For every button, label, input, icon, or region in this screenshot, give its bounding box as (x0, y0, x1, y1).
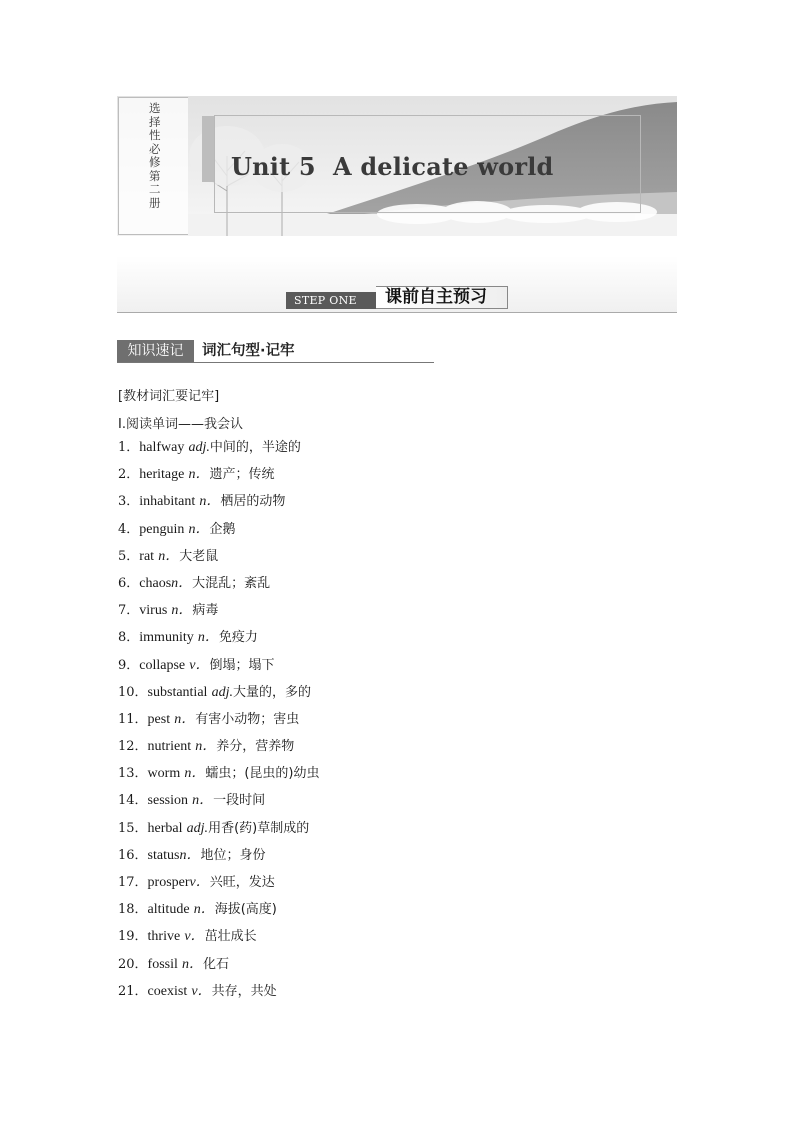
list-item: 10．substantial adj.大量的，多的 (118, 684, 311, 700)
part-of-speech: n． (188, 467, 210, 483)
vocab-meaning: 养分，营养物 (216, 739, 295, 755)
list-item: 11．pest n．有害小动物；害虫 (118, 711, 300, 727)
vocab-meaning: 倒塌；塌下 (209, 657, 275, 673)
section-underline (117, 362, 434, 363)
list-item: 16．statusn．地位；身份 (118, 847, 266, 863)
unit-title: Unit 5 A delicate world (231, 152, 554, 181)
list-item: 17．prosperv．兴旺，发达 (118, 875, 275, 890)
vocab-word: herbal (147, 820, 183, 836)
vocab-list (118, 436, 320, 1007)
list-item: 19．thrive v．茁壮成长 (118, 929, 257, 945)
part-of-speech: n． (179, 847, 201, 863)
vocab-word: substantial (147, 684, 208, 700)
title-accent-bar (202, 116, 214, 182)
list-item: 20．fossil n．化石 (118, 956, 230, 972)
vocab-meaning: 病毒 (192, 603, 219, 619)
list-item: 4．penguin n．企鹅 (118, 521, 236, 537)
part-of-speech: v． (191, 983, 212, 999)
vocab-meaning: 茁壮成长 (204, 929, 257, 945)
section-tag: 知识速记 (117, 340, 194, 362)
vocab-meaning: 大老鼠 (179, 548, 219, 564)
vocab-meaning: 栖居的动物 (220, 494, 286, 510)
part-of-speech: n． (171, 603, 193, 619)
vocab-meaning: 蠕虫；(昆虫的)幼虫 (205, 766, 320, 782)
list-item: 2．heritage n．遗产；传统 (118, 467, 275, 483)
vocab-word: prosper (147, 875, 190, 890)
part-of-speech: n． (184, 766, 206, 782)
vocab-word: penguin (139, 521, 185, 537)
vocab-word: halfway (139, 440, 185, 455)
vocab-word: chaos (139, 575, 172, 591)
vocab-word: altitude (147, 902, 190, 918)
step-label: STEP ONE (286, 292, 376, 309)
part-of-speech: n． (182, 956, 204, 972)
vocab-meaning: 兴旺，发达 (209, 875, 275, 890)
step-title: 课前自主预习 (376, 286, 508, 309)
vocab-word: thrive (147, 929, 181, 945)
list-item: 5．rat n．大老鼠 (118, 548, 219, 564)
list-item: 18．altitude n．海拔(高度) (118, 902, 277, 918)
vocab-word: immunity (139, 630, 194, 646)
vocab-word: fossil (147, 956, 178, 972)
vocab-meaning: 遗产；传统 (209, 467, 275, 483)
vocab-word: rat (139, 548, 155, 564)
vocab-meaning: 化石 (203, 956, 230, 972)
vocab-word: status (147, 847, 180, 863)
vocab-meaning: 海拔(高度) (214, 902, 277, 918)
vocab-subheading: Ⅰ.阅读单词——我会认 (118, 417, 243, 432)
list-item: 9．collapse v．倒塌；塌下 (118, 657, 275, 673)
section-title: 词汇句型·记牢 (202, 343, 295, 359)
vocab-word: worm (147, 766, 181, 782)
list-item: 6．chaosn．大混乱；紊乱 (118, 575, 271, 591)
part-of-speech: v． (184, 929, 205, 945)
part-of-speech: n． (197, 630, 219, 646)
vocab-word: virus (139, 603, 168, 619)
list-item: 7．virus n．病毒 (118, 603, 219, 619)
list-item: 3．inhabitant n．栖居的动物 (118, 494, 286, 510)
vocab-heading: [教材词汇要记牢] (118, 389, 220, 404)
volume-label: 选择性必修第二册 (149, 101, 161, 210)
list-item: 21．coexist v．共存，共处 (118, 983, 277, 999)
vocab-word: nutrient (147, 739, 192, 755)
list-item: 8．immunity n．免疫力 (118, 630, 258, 646)
vocab-word: pest (147, 711, 171, 727)
list-item: 13．worm n．蠕虫；(昆虫的)幼虫 (118, 766, 320, 782)
part-of-speech: n． (199, 494, 221, 510)
vocab-meaning: 免疫力 (218, 630, 258, 646)
vocab-word: heritage (139, 467, 185, 483)
part-of-speech: n． (188, 521, 210, 537)
vocab-meaning: 共存，共处 (211, 983, 277, 999)
part-of-speech: n． (174, 711, 196, 727)
vocab-word: inhabitant (139, 494, 196, 510)
vocab-meaning: 用香(药)草制成的 (208, 820, 310, 836)
vocab-meaning: 大量的，多的 (232, 684, 311, 700)
part-of-speech: adj. (211, 684, 233, 700)
vocab-meaning: 大混乱；紊乱 (192, 575, 271, 591)
part-of-speech: n． (192, 793, 214, 809)
vocab-word: coexist (147, 983, 188, 999)
side-label (118, 97, 188, 235)
list-item: 15．herbal adj.用香(药)草制成的 (118, 820, 310, 836)
vocab-meaning: 地位；身份 (200, 847, 266, 863)
step-divider (117, 312, 677, 313)
part-of-speech: adj. (186, 820, 209, 836)
part-of-speech: n． (158, 548, 180, 564)
vocab-meaning: 中间的，半途的 (209, 440, 301, 455)
list-item: 1．halfway adj.中间的，半途的 (118, 440, 301, 455)
vocab-meaning: 一段时间 (213, 793, 266, 809)
part-of-speech: n． (171, 575, 193, 591)
list-item: 12．nutrient n．养分，营养物 (118, 739, 295, 755)
vocab-word: session (147, 793, 188, 809)
vocab-meaning: 有害小动物；害虫 (195, 711, 300, 727)
vocab-word: collapse (139, 657, 186, 673)
part-of-speech: v． (189, 657, 210, 673)
part-of-speech: adj. (188, 440, 210, 455)
part-of-speech: n． (195, 739, 217, 755)
vocab-meaning: 企鹅 (209, 521, 236, 537)
list-item: 14．session n．一段时间 (118, 793, 266, 809)
part-of-speech: v． (189, 875, 210, 890)
part-of-speech: n． (193, 902, 215, 918)
